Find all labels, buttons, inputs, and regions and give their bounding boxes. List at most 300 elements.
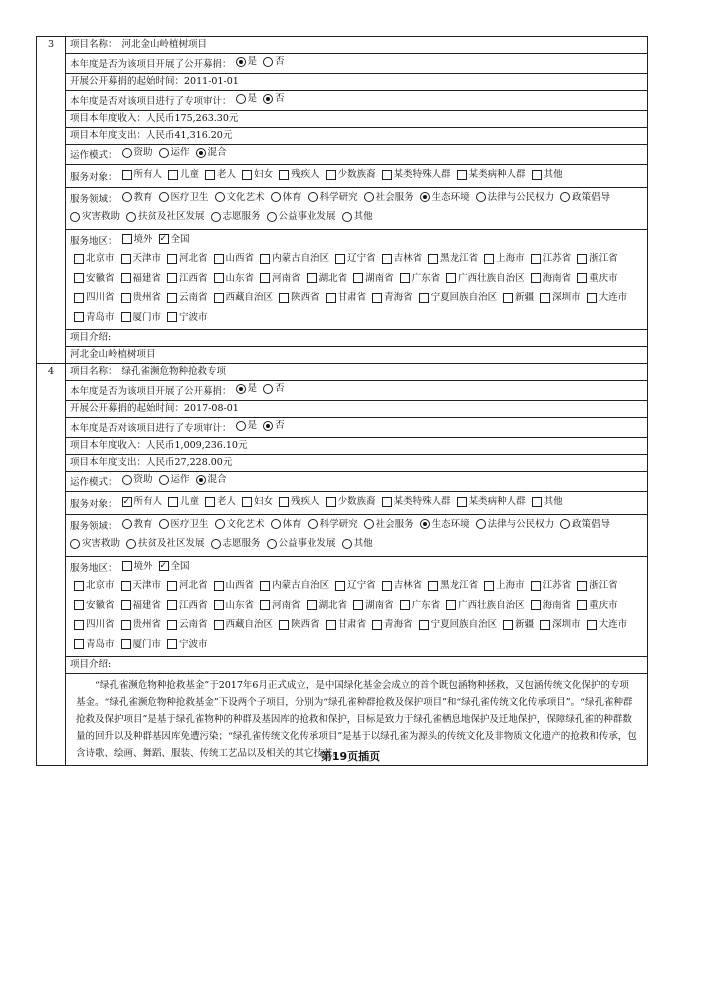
checkbox[interactable] (335, 254, 345, 264)
checkbox[interactable] (540, 293, 550, 303)
field-option[interactable] (342, 208, 373, 225)
checkbox[interactable] (74, 639, 84, 649)
region-option[interactable] (531, 250, 572, 267)
option-label: 生态环境 (431, 191, 470, 203)
region-option[interactable] (279, 616, 320, 633)
checkbox[interactable] (382, 581, 392, 591)
region-option[interactable] (372, 289, 413, 306)
checkbox[interactable] (214, 293, 224, 303)
target-option[interactable] (242, 166, 273, 183)
field-option[interactable] (211, 208, 261, 225)
region-option[interactable] (121, 250, 162, 267)
target-option[interactable] (205, 493, 236, 510)
checkbox[interactable] (307, 273, 317, 283)
region-option[interactable] (167, 270, 208, 287)
option-label: 体育 (282, 518, 302, 530)
region-option[interactable] (121, 616, 162, 633)
region-option[interactable] (353, 270, 394, 287)
radio-button[interactable] (215, 519, 225, 529)
region-option[interactable] (214, 597, 255, 614)
region-option[interactable] (419, 289, 498, 306)
region-option[interactable] (279, 289, 320, 306)
checkbox[interactable] (122, 561, 132, 571)
checkbox[interactable] (159, 234, 169, 244)
checkbox[interactable] (382, 497, 392, 507)
region-option[interactable] (74, 309, 115, 326)
area-option[interactable] (122, 558, 153, 575)
checkbox[interactable] (457, 170, 467, 180)
checkbox[interactable] (167, 293, 177, 303)
checkbox[interactable] (279, 497, 289, 507)
region-option[interactable] (540, 616, 581, 633)
checkbox[interactable] (242, 497, 252, 507)
radio-button[interactable] (122, 148, 132, 158)
checkbox[interactable] (167, 254, 177, 264)
field-option[interactable] (364, 189, 414, 206)
radio-button[interactable] (211, 212, 221, 222)
option-label: 教育 (133, 191, 153, 203)
checkbox[interactable] (121, 581, 131, 591)
audit-yes[interactable] (236, 419, 258, 433)
region-option[interactable] (214, 577, 255, 594)
checkbox[interactable] (168, 170, 178, 180)
checkbox[interactable] (446, 600, 456, 610)
region-option[interactable] (121, 289, 162, 306)
region-option[interactable] (372, 616, 413, 633)
option-label: 少数族裔 (337, 169, 376, 180)
region-option[interactable] (484, 250, 525, 267)
radio-button[interactable] (159, 519, 169, 529)
checkbox[interactable] (428, 581, 438, 591)
radio-button[interactable] (159, 192, 169, 202)
checkbox[interactable] (122, 170, 132, 180)
fields-row (66, 188, 647, 230)
checkbox[interactable] (577, 581, 587, 591)
radio-button[interactable] (236, 384, 246, 394)
checkbox[interactable] (587, 293, 597, 303)
checkbox[interactable] (326, 497, 336, 507)
region-option[interactable] (484, 577, 525, 594)
audit-no[interactable] (263, 92, 285, 106)
target-option[interactable] (205, 166, 236, 183)
radio-button[interactable] (122, 475, 132, 485)
region-option[interactable] (74, 250, 115, 267)
mode-option[interactable] (122, 146, 153, 160)
fundraising-yes[interactable] (236, 55, 258, 69)
region-option[interactable] (335, 250, 376, 267)
region-option[interactable] (428, 250, 478, 267)
field-option[interactable] (476, 516, 555, 533)
radio-button[interactable] (122, 192, 132, 202)
field-option[interactable] (420, 189, 470, 206)
region-option[interactable] (167, 289, 208, 306)
checkbox[interactable] (503, 293, 513, 303)
target-option[interactable] (168, 493, 199, 510)
field-option[interactable] (211, 535, 261, 552)
checkbox[interactable] (577, 600, 587, 610)
field-option[interactable] (476, 189, 555, 206)
target-option[interactable] (242, 493, 273, 510)
radio-button[interactable] (263, 421, 273, 431)
option-label: 所有人 (133, 169, 163, 180)
region-option[interactable] (74, 270, 115, 287)
radio-button[interactable] (122, 519, 132, 529)
region-option[interactable] (214, 270, 255, 287)
checkbox[interactable] (167, 639, 177, 649)
mode-option[interactable] (196, 473, 227, 487)
radio-button[interactable] (267, 212, 277, 222)
field-option[interactable] (271, 516, 302, 533)
radio-button[interactable] (236, 94, 246, 104)
checkbox[interactable] (205, 497, 215, 507)
radio-button[interactable] (560, 192, 570, 202)
option-label: 所有人 (133, 496, 163, 507)
option-label: 河北省 (179, 253, 208, 264)
field-option[interactable] (122, 516, 153, 533)
checkbox[interactable] (214, 273, 224, 283)
radio-button[interactable] (263, 384, 273, 394)
radio-button[interactable] (271, 192, 281, 202)
radio-button[interactable] (271, 519, 281, 529)
checkbox[interactable] (74, 620, 84, 630)
checkbox[interactable] (372, 293, 382, 303)
checkbox[interactable] (168, 497, 178, 507)
mode-option[interactable] (159, 146, 190, 160)
checkbox[interactable] (428, 254, 438, 264)
region-option[interactable] (531, 577, 572, 594)
region-option[interactable] (577, 250, 618, 267)
checkbox[interactable] (577, 273, 587, 283)
field-option[interactable] (126, 208, 205, 225)
region-option[interactable] (74, 597, 115, 614)
checkbox[interactable] (167, 600, 177, 610)
option-label: 天津市 (132, 253, 162, 264)
region-option[interactable] (260, 577, 329, 594)
region-option[interactable] (326, 289, 367, 306)
field-option[interactable] (215, 516, 265, 533)
radio-button[interactable] (420, 192, 430, 202)
radio-button[interactable] (70, 539, 80, 549)
checkbox[interactable] (419, 620, 429, 630)
target-option[interactable] (326, 493, 376, 510)
option-label: 内蒙古自治区 (272, 253, 330, 264)
field-option[interactable] (271, 189, 302, 206)
checkbox[interactable] (382, 254, 392, 264)
region-option[interactable] (260, 597, 301, 614)
checkbox[interactable] (484, 254, 494, 264)
area-head (70, 558, 643, 578)
checkbox[interactable] (121, 293, 131, 303)
checkbox[interactable] (326, 293, 336, 303)
radio-button[interactable] (267, 539, 277, 549)
checkbox[interactable] (74, 293, 84, 303)
region-option[interactable] (167, 309, 208, 326)
field-option[interactable] (159, 516, 209, 533)
checkbox[interactable] (279, 620, 289, 630)
region-option[interactable] (503, 289, 534, 306)
radio-button[interactable] (196, 148, 206, 158)
field-option[interactable] (159, 189, 209, 206)
radio-button[interactable] (70, 212, 80, 222)
field-option[interactable] (560, 189, 610, 206)
start-date: 2017-08-01 (184, 403, 239, 414)
region-option[interactable] (167, 597, 208, 614)
region-option[interactable] (419, 616, 498, 633)
radio-button[interactable] (236, 57, 246, 67)
fundraising-no[interactable] (263, 382, 285, 396)
option-label: 上海市 (496, 580, 525, 591)
radio-button[interactable] (236, 421, 246, 431)
checkbox[interactable] (400, 600, 410, 610)
radio-button[interactable] (126, 212, 136, 222)
checkbox[interactable] (400, 273, 410, 283)
checkbox[interactable] (121, 620, 131, 630)
radio-button[interactable] (364, 519, 374, 529)
checkbox[interactable] (167, 620, 177, 630)
region-option[interactable] (577, 597, 618, 614)
radio-button[interactable] (476, 192, 486, 202)
checkbox[interactable] (121, 639, 131, 649)
checkbox[interactable] (503, 620, 513, 630)
region-option[interactable] (531, 270, 572, 287)
field-option[interactable] (560, 516, 610, 533)
checkbox[interactable] (260, 273, 270, 283)
field-option[interactable] (342, 535, 373, 552)
mode-option[interactable] (122, 473, 153, 487)
checkbox[interactable] (242, 170, 252, 180)
checkbox[interactable] (214, 600, 224, 610)
region-option[interactable] (382, 250, 423, 267)
region-option[interactable] (121, 597, 162, 614)
region-option[interactable] (260, 250, 329, 267)
target-option[interactable] (532, 493, 563, 510)
checkbox[interactable] (159, 561, 169, 571)
audit-row (66, 418, 647, 438)
radio-button[interactable] (308, 519, 318, 529)
radio-button[interactable] (308, 192, 318, 202)
region-option[interactable] (74, 289, 115, 306)
checkbox[interactable] (74, 312, 84, 322)
checkbox[interactable] (419, 293, 429, 303)
target-option[interactable] (279, 166, 320, 183)
region-option[interactable] (428, 577, 478, 594)
checkbox[interactable] (74, 254, 84, 264)
checkbox[interactable] (121, 312, 131, 322)
region-option[interactable] (167, 636, 208, 653)
option-label: 其他 (543, 169, 563, 180)
project-block (37, 37, 647, 364)
field-option[interactable] (308, 189, 358, 206)
checkbox[interactable] (531, 581, 541, 591)
checkbox[interactable] (372, 620, 382, 630)
field-option[interactable] (267, 535, 336, 552)
radio-button[interactable] (420, 519, 430, 529)
checkbox[interactable] (484, 581, 494, 591)
region-option[interactable] (382, 577, 423, 594)
target-option[interactable] (326, 166, 376, 183)
region-option[interactable] (74, 577, 115, 594)
option-label: 文化艺术 (226, 191, 265, 203)
radio-button[interactable] (263, 57, 273, 67)
field-option[interactable] (308, 516, 358, 533)
region-option[interactable] (214, 250, 255, 267)
field-option[interactable] (215, 189, 265, 206)
checkbox[interactable] (382, 170, 392, 180)
region-option[interactable] (214, 289, 274, 306)
region-option[interactable] (577, 270, 618, 287)
checkbox[interactable] (260, 254, 270, 264)
option-label: 社会服务 (375, 518, 414, 530)
checkbox[interactable] (74, 581, 84, 591)
checkbox[interactable] (167, 273, 177, 283)
checkbox[interactable] (587, 620, 597, 630)
region-option[interactable] (214, 616, 274, 633)
region-option[interactable] (503, 616, 534, 633)
checkbox[interactable] (121, 600, 131, 610)
region-option[interactable] (587, 616, 628, 633)
radio-button[interactable] (211, 539, 221, 549)
checkbox[interactable] (531, 254, 541, 264)
region-option[interactable] (167, 250, 208, 267)
checkbox[interactable] (214, 581, 224, 591)
radio-button[interactable] (126, 539, 136, 549)
target-option[interactable] (457, 166, 526, 183)
checkbox[interactable] (335, 581, 345, 591)
field-option[interactable] (420, 516, 470, 533)
target-option[interactable] (532, 166, 563, 183)
radio-button[interactable] (215, 192, 225, 202)
checkbox[interactable] (457, 497, 467, 507)
region-option[interactable] (121, 636, 162, 653)
option-label: 社会服务 (375, 191, 414, 203)
region-option[interactable] (74, 636, 115, 653)
target-option[interactable] (122, 493, 163, 510)
checkbox[interactable] (307, 600, 317, 610)
checkbox[interactable] (531, 600, 541, 610)
checkbox[interactable] (353, 273, 363, 283)
target-option[interactable] (122, 166, 163, 183)
checkbox[interactable] (214, 254, 224, 264)
radio-button[interactable] (364, 192, 374, 202)
checkbox[interactable] (167, 581, 177, 591)
radio-button[interactable] (263, 94, 273, 104)
region-option[interactable] (335, 577, 376, 594)
checkbox[interactable] (260, 581, 270, 591)
option-label: 混合 (207, 474, 227, 485)
audit-yes[interactable] (236, 92, 258, 106)
region-option[interactable] (307, 270, 348, 287)
radio-button[interactable] (342, 539, 352, 549)
checkbox[interactable] (326, 170, 336, 180)
option-label: 云南省 (179, 292, 208, 303)
region-option[interactable] (400, 270, 441, 287)
option-label: 妇女 (254, 169, 274, 180)
checkbox[interactable] (531, 273, 541, 283)
region-option[interactable] (446, 597, 525, 614)
radio-button[interactable] (560, 519, 570, 529)
region-option[interactable] (531, 597, 572, 614)
region-option[interactable] (577, 577, 618, 594)
checkbox[interactable] (540, 620, 550, 630)
checkbox[interactable] (121, 254, 131, 264)
field-option[interactable] (70, 208, 120, 225)
checkbox[interactable] (74, 600, 84, 610)
target-option[interactable] (382, 166, 451, 183)
region-option[interactable] (121, 270, 162, 287)
region-option[interactable] (540, 289, 581, 306)
option-label: 某类病种人群 (468, 169, 526, 180)
checkbox[interactable] (121, 273, 131, 283)
checkbox[interactable] (446, 273, 456, 283)
fundraising-yes[interactable] (236, 382, 258, 396)
fundraising-question: 本年度是否为该项目开展了公开募捐： (70, 386, 232, 397)
region-option[interactable] (587, 289, 628, 306)
target-option[interactable] (279, 493, 320, 510)
field-option[interactable] (267, 208, 336, 225)
target-option[interactable] (457, 493, 526, 510)
radio-button[interactable] (342, 212, 352, 222)
checkbox[interactable] (279, 170, 289, 180)
radio-button[interactable] (159, 148, 169, 158)
radio-button[interactable] (196, 475, 206, 485)
checkbox[interactable] (260, 600, 270, 610)
checkbox[interactable] (74, 273, 84, 283)
region-option[interactable] (167, 616, 208, 633)
region-option[interactable] (400, 597, 441, 614)
field-option[interactable] (122, 189, 153, 206)
area-option[interactable] (122, 231, 153, 248)
audit-no[interactable] (263, 419, 285, 433)
region-option[interactable] (260, 270, 301, 287)
radio-button[interactable] (476, 519, 486, 529)
region-option[interactable] (446, 270, 525, 287)
region-option[interactable] (326, 616, 367, 633)
checkbox[interactable] (532, 170, 542, 180)
region-option[interactable] (167, 577, 208, 594)
region-option[interactable] (121, 577, 162, 594)
checkbox[interactable] (122, 497, 132, 507)
region-option[interactable] (121, 309, 162, 326)
area-option[interactable] (159, 231, 190, 248)
mode-option[interactable] (196, 146, 227, 160)
checkbox[interactable] (205, 170, 215, 180)
checkbox[interactable] (577, 254, 587, 264)
checkbox[interactable] (353, 600, 363, 610)
option-label: 儿童 (180, 496, 200, 507)
field-option[interactable] (70, 535, 120, 552)
checkbox[interactable] (279, 293, 289, 303)
field-option[interactable] (126, 535, 205, 552)
area-option[interactable] (159, 558, 190, 575)
region-option[interactable] (307, 597, 348, 614)
mode-option[interactable] (159, 473, 190, 487)
checkbox[interactable] (167, 312, 177, 322)
radio-button[interactable] (159, 475, 169, 485)
target-option[interactable] (382, 493, 451, 510)
checkbox[interactable] (122, 234, 132, 244)
checkbox[interactable] (326, 620, 336, 630)
region-option[interactable] (74, 616, 115, 633)
fundraising-row (66, 381, 647, 401)
mode-row (66, 472, 647, 492)
checkbox[interactable] (214, 620, 224, 630)
fundraising-no[interactable] (263, 55, 285, 69)
region-option[interactable] (353, 597, 394, 614)
field-option[interactable] (364, 516, 414, 533)
option-label: 境外 (133, 560, 153, 572)
checkbox[interactable] (532, 497, 542, 507)
target-option[interactable] (168, 166, 199, 183)
